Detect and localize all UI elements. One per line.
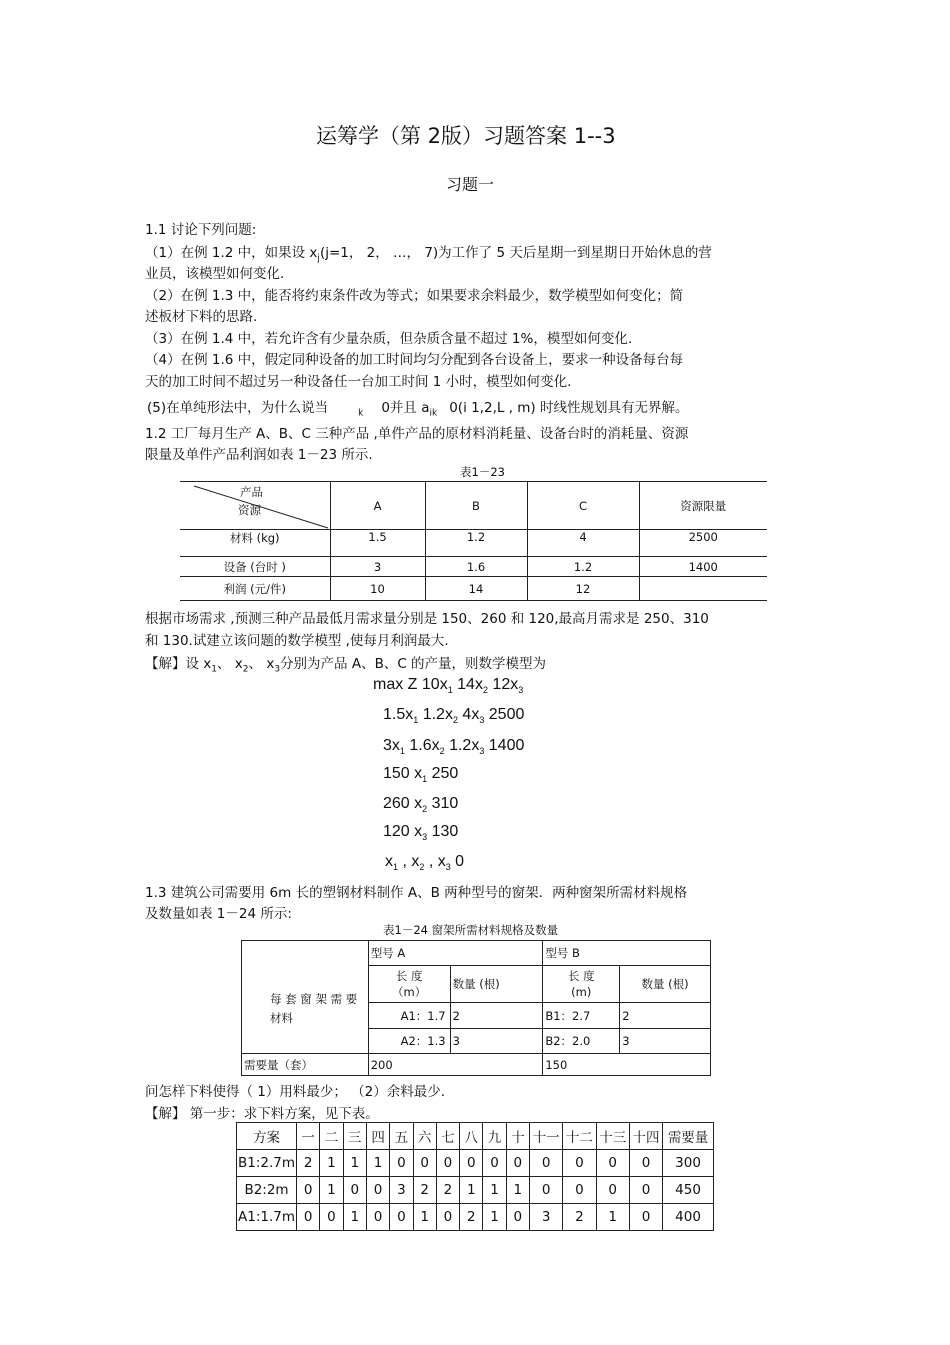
table-cell: 0 — [390, 1150, 413, 1177]
table-cell: 3 — [450, 1029, 543, 1054]
q1-line: 天的加工时间不超过另一种设备任一台加工时间 1 小时，模型如何变化. — [145, 374, 572, 390]
q1-heading: 1.1 讨论下列问题: — [145, 222, 257, 238]
table-cell: 0 — [530, 1150, 563, 1177]
table-caption: 表1－23 — [460, 465, 505, 479]
section-title: 习题一 — [446, 175, 495, 194]
table-cell: 1 — [343, 1204, 366, 1231]
table-cell: B1：2.7 — [543, 1003, 620, 1029]
table-cell: 2 — [563, 1204, 596, 1231]
table-cell: 1.6 — [425, 557, 527, 577]
row-label: 材料 (kg) — [180, 530, 330, 557]
column-header: 十二 — [563, 1123, 596, 1150]
column-header: A — [330, 482, 425, 530]
type-a-header: 型号 A — [368, 941, 543, 966]
table-cell: A1：1.7 — [368, 1003, 450, 1029]
model-constraint: 120 $x_3$ 130 — [383, 823, 459, 843]
column-header: 资源限量 — [639, 482, 767, 530]
table-cell: 400 — [663, 1204, 714, 1231]
table-cell: 1 — [366, 1150, 389, 1177]
table-cell: 1 — [506, 1177, 529, 1204]
table-row — [237, 1204, 714, 1231]
table-cell: 1 — [343, 1150, 366, 1177]
q1-line: （2）在例 1.3 中，能否将约束条件改为等式；如果要求余料最少，数学模型如何变化；简 — [145, 288, 684, 304]
table-cell: 2500 — [639, 530, 767, 557]
column-header: 十 — [506, 1123, 529, 1150]
table-cell: 1.2 — [527, 557, 639, 577]
table-cell: 1.2 — [425, 530, 527, 557]
table-row — [237, 1150, 714, 1177]
table-cell — [242, 941, 369, 966]
q2-after-line: 和 130.试建立该问题的数学模型 ,使每月利润最大. — [145, 633, 449, 649]
q2-solution-line: 【解】设 $x_1$、 $x_2$、 $x_3$分别为产品 A、B、C 的产量，则数学模型为 — [145, 656, 547, 675]
model-constraint: $1.5x_1$ $1.2x_2$ $4x_3$ 2500 — [383, 706, 525, 726]
table-cell: 2 — [297, 1150, 320, 1177]
resource-table — [180, 481, 767, 601]
column-header: 三 — [343, 1123, 366, 1150]
q3-question: 问怎样下料使得（ 1）用料最少； （2）余料最少. — [145, 1084, 446, 1100]
column-header: C — [527, 482, 639, 530]
table-cell: 1 — [413, 1204, 436, 1231]
table-cell: 1 — [320, 1177, 343, 1204]
table-caption: 表1－24 窗架所需材料规格及数量 — [383, 923, 559, 937]
table-cell: 1.5 — [330, 530, 425, 557]
table-cell: 0 — [506, 1150, 529, 1177]
column-header: 八 — [460, 1123, 483, 1150]
table-cell: 3 — [390, 1177, 413, 1204]
table-cell: 2 — [436, 1177, 459, 1204]
row-label: 利润 (元/件) — [223, 581, 286, 596]
model-constraint: $x_1$ , $x_2$ , $x_3$ 0 — [385, 853, 465, 873]
document-title: 运筹学（第 2版）习题答案 1--3 — [316, 124, 616, 148]
table-cell: 3 — [330, 557, 425, 577]
row-label: B2:2m — [237, 1177, 297, 1204]
table-cell: 14 — [425, 577, 527, 601]
plan-header: 方案 — [237, 1123, 297, 1150]
need-label: 每 套 窗 架 需 要 材料 — [242, 966, 369, 1054]
table-cell: 4 — [527, 530, 639, 557]
column-header: 九 — [483, 1123, 506, 1150]
cutting-plan-table — [236, 1122, 714, 1231]
window-frame-table — [241, 940, 711, 1076]
model-objective: max Z $10x_1$ $14x_2$ $12x_3$ — [373, 676, 524, 696]
table-cell: 0 — [413, 1150, 436, 1177]
table-corner-cell — [180, 482, 330, 530]
table-cell: 2 — [413, 1177, 436, 1204]
row-label: A1:1.7m — [237, 1204, 297, 1231]
table-cell: 2 — [460, 1204, 483, 1231]
column-header: 十四 — [629, 1123, 662, 1150]
column-header: 十一 — [530, 1123, 563, 1150]
q1-line: （1）在例 1.2 中，如果设 $x_j(j=1$， 2， …， 7)为工作了 5 天后星期一到星期日开始休息的营 — [145, 245, 712, 264]
table-cell: 0 — [436, 1150, 459, 1177]
corner-top-label: 产品 — [240, 485, 263, 499]
row-label: 设备 (台时 ) — [223, 559, 286, 574]
table-cell: 0 — [483, 1150, 506, 1177]
column-header: 一 — [297, 1123, 320, 1150]
table-cell: 0 — [563, 1150, 596, 1177]
table-cell: 0 — [366, 1204, 389, 1231]
table-cell: 0 — [530, 1177, 563, 1204]
q2-after-line: 根据市场需求 ,预测三种产品最低月需求量分别是 150、260 和 120,最高月需求是 250、310 — [145, 611, 709, 627]
length-header: 长 度 （m） — [368, 966, 450, 1003]
table-cell: 12 — [527, 577, 639, 601]
table-cell: 0 — [629, 1150, 662, 1177]
table-cell: 1 — [483, 1177, 506, 1204]
table-cell: A2：1.3 — [368, 1029, 450, 1054]
table-cell: 1 — [320, 1150, 343, 1177]
demand-label: 需要量（套） — [242, 1054, 369, 1076]
table-cell: 1 — [596, 1204, 629, 1231]
column-header: 五 — [390, 1123, 413, 1150]
table-cell: 0 — [436, 1204, 459, 1231]
demand-a: 200 — [368, 1054, 543, 1076]
table-cell: 0 — [506, 1204, 529, 1231]
table-cell: 0 — [629, 1204, 662, 1231]
table-cell: 0 — [366, 1177, 389, 1204]
table-cell: 10 — [330, 577, 425, 601]
table-cell: 2 — [620, 1003, 711, 1029]
model-constraint: $3x_1$ $1.6x_2$ $1.2x_3$ 1400 — [383, 737, 525, 757]
table-cell: 0 — [629, 1177, 662, 1204]
column-header: 七 — [436, 1123, 459, 1150]
row-label: B1:2.7m — [237, 1150, 297, 1177]
model-constraint: 150 $x_1$ 250 — [383, 765, 459, 785]
table-row — [237, 1177, 714, 1204]
table-cell: 0 — [297, 1204, 320, 1231]
table-cell: 3 — [530, 1204, 563, 1231]
column-header: 四 — [366, 1123, 389, 1150]
column-header: 需要量 — [663, 1123, 714, 1150]
table-header-row — [237, 1123, 714, 1150]
table-cell: 0 — [563, 1177, 596, 1204]
q1-line: 业员，该模型如何变化. — [145, 266, 285, 282]
column-header: 二 — [320, 1123, 343, 1150]
table-cell: 1 — [460, 1177, 483, 1204]
q3-line: 1.3 建筑公司需要用 6m 长的塑钢材料制作 A、B 两种型号的窗架．两种窗架所需材料规格 — [145, 885, 688, 901]
column-header: B — [425, 482, 527, 530]
column-header: 十三 — [596, 1123, 629, 1150]
table-cell: 0 — [320, 1204, 343, 1231]
table-cell — [639, 577, 767, 601]
qty-header: 数量 (根) — [620, 966, 711, 1003]
q2-line: 1.2 工厂每月生产 A、B、C 三种产品 ,单件产品的原材料消耗量、设备台时的消耗量、资源 — [145, 426, 689, 442]
column-header: 六 — [413, 1123, 436, 1150]
table-cell: 0 — [297, 1177, 320, 1204]
corner-bottom-label: 资源 — [238, 503, 261, 517]
q2-line: 限量及单件产品利润如表 1－23 所示. — [145, 447, 373, 463]
table-cell: 0 — [596, 1177, 629, 1204]
table-cell: 0 — [596, 1150, 629, 1177]
q3-solution: 【解】 第一步：求下料方案，见下表。 — [145, 1106, 379, 1122]
table-cell: 1 — [483, 1204, 506, 1231]
q1-line: 述板材下料的思路. — [145, 309, 258, 325]
type-b-header: 型号 B — [543, 941, 711, 966]
table-cell: 0 — [460, 1150, 483, 1177]
table-cell: 300 — [663, 1150, 714, 1177]
table-cell: 0 — [343, 1177, 366, 1204]
q1-line: (5)在单纯形法中，为什么说当 $_k$ 0并且 $a_{ik}$ 0(i 1,2,L , m) 时线性规划具有无界解。 — [147, 400, 689, 419]
table-cell: 450 — [663, 1177, 714, 1204]
model-constraint: 260 $x_2$ 310 — [383, 795, 459, 815]
q1-line: （4）在例 1.6 中，假定同种设备的加工时间均匀分配到各台设备上，要求一种设备每台每 — [145, 352, 684, 368]
table-cell: 0 — [390, 1204, 413, 1231]
qty-header: 数量 (根) — [450, 966, 543, 1003]
demand-b: 150 — [543, 1054, 711, 1076]
table-cell: 3 — [620, 1029, 711, 1054]
q3-line: 及数量如表 1－24 所示: — [145, 906, 292, 922]
table-cell: 2 — [450, 1003, 543, 1029]
q1-line: （3）在例 1.4 中，若允许含有少量杂质，但杂质含量不超过 1%，模型如何变化. — [145, 331, 633, 347]
length-header: 长 度 (m) — [543, 966, 620, 1003]
table-cell: B2：2.0 — [543, 1029, 620, 1054]
table-cell: 1400 — [639, 557, 767, 577]
